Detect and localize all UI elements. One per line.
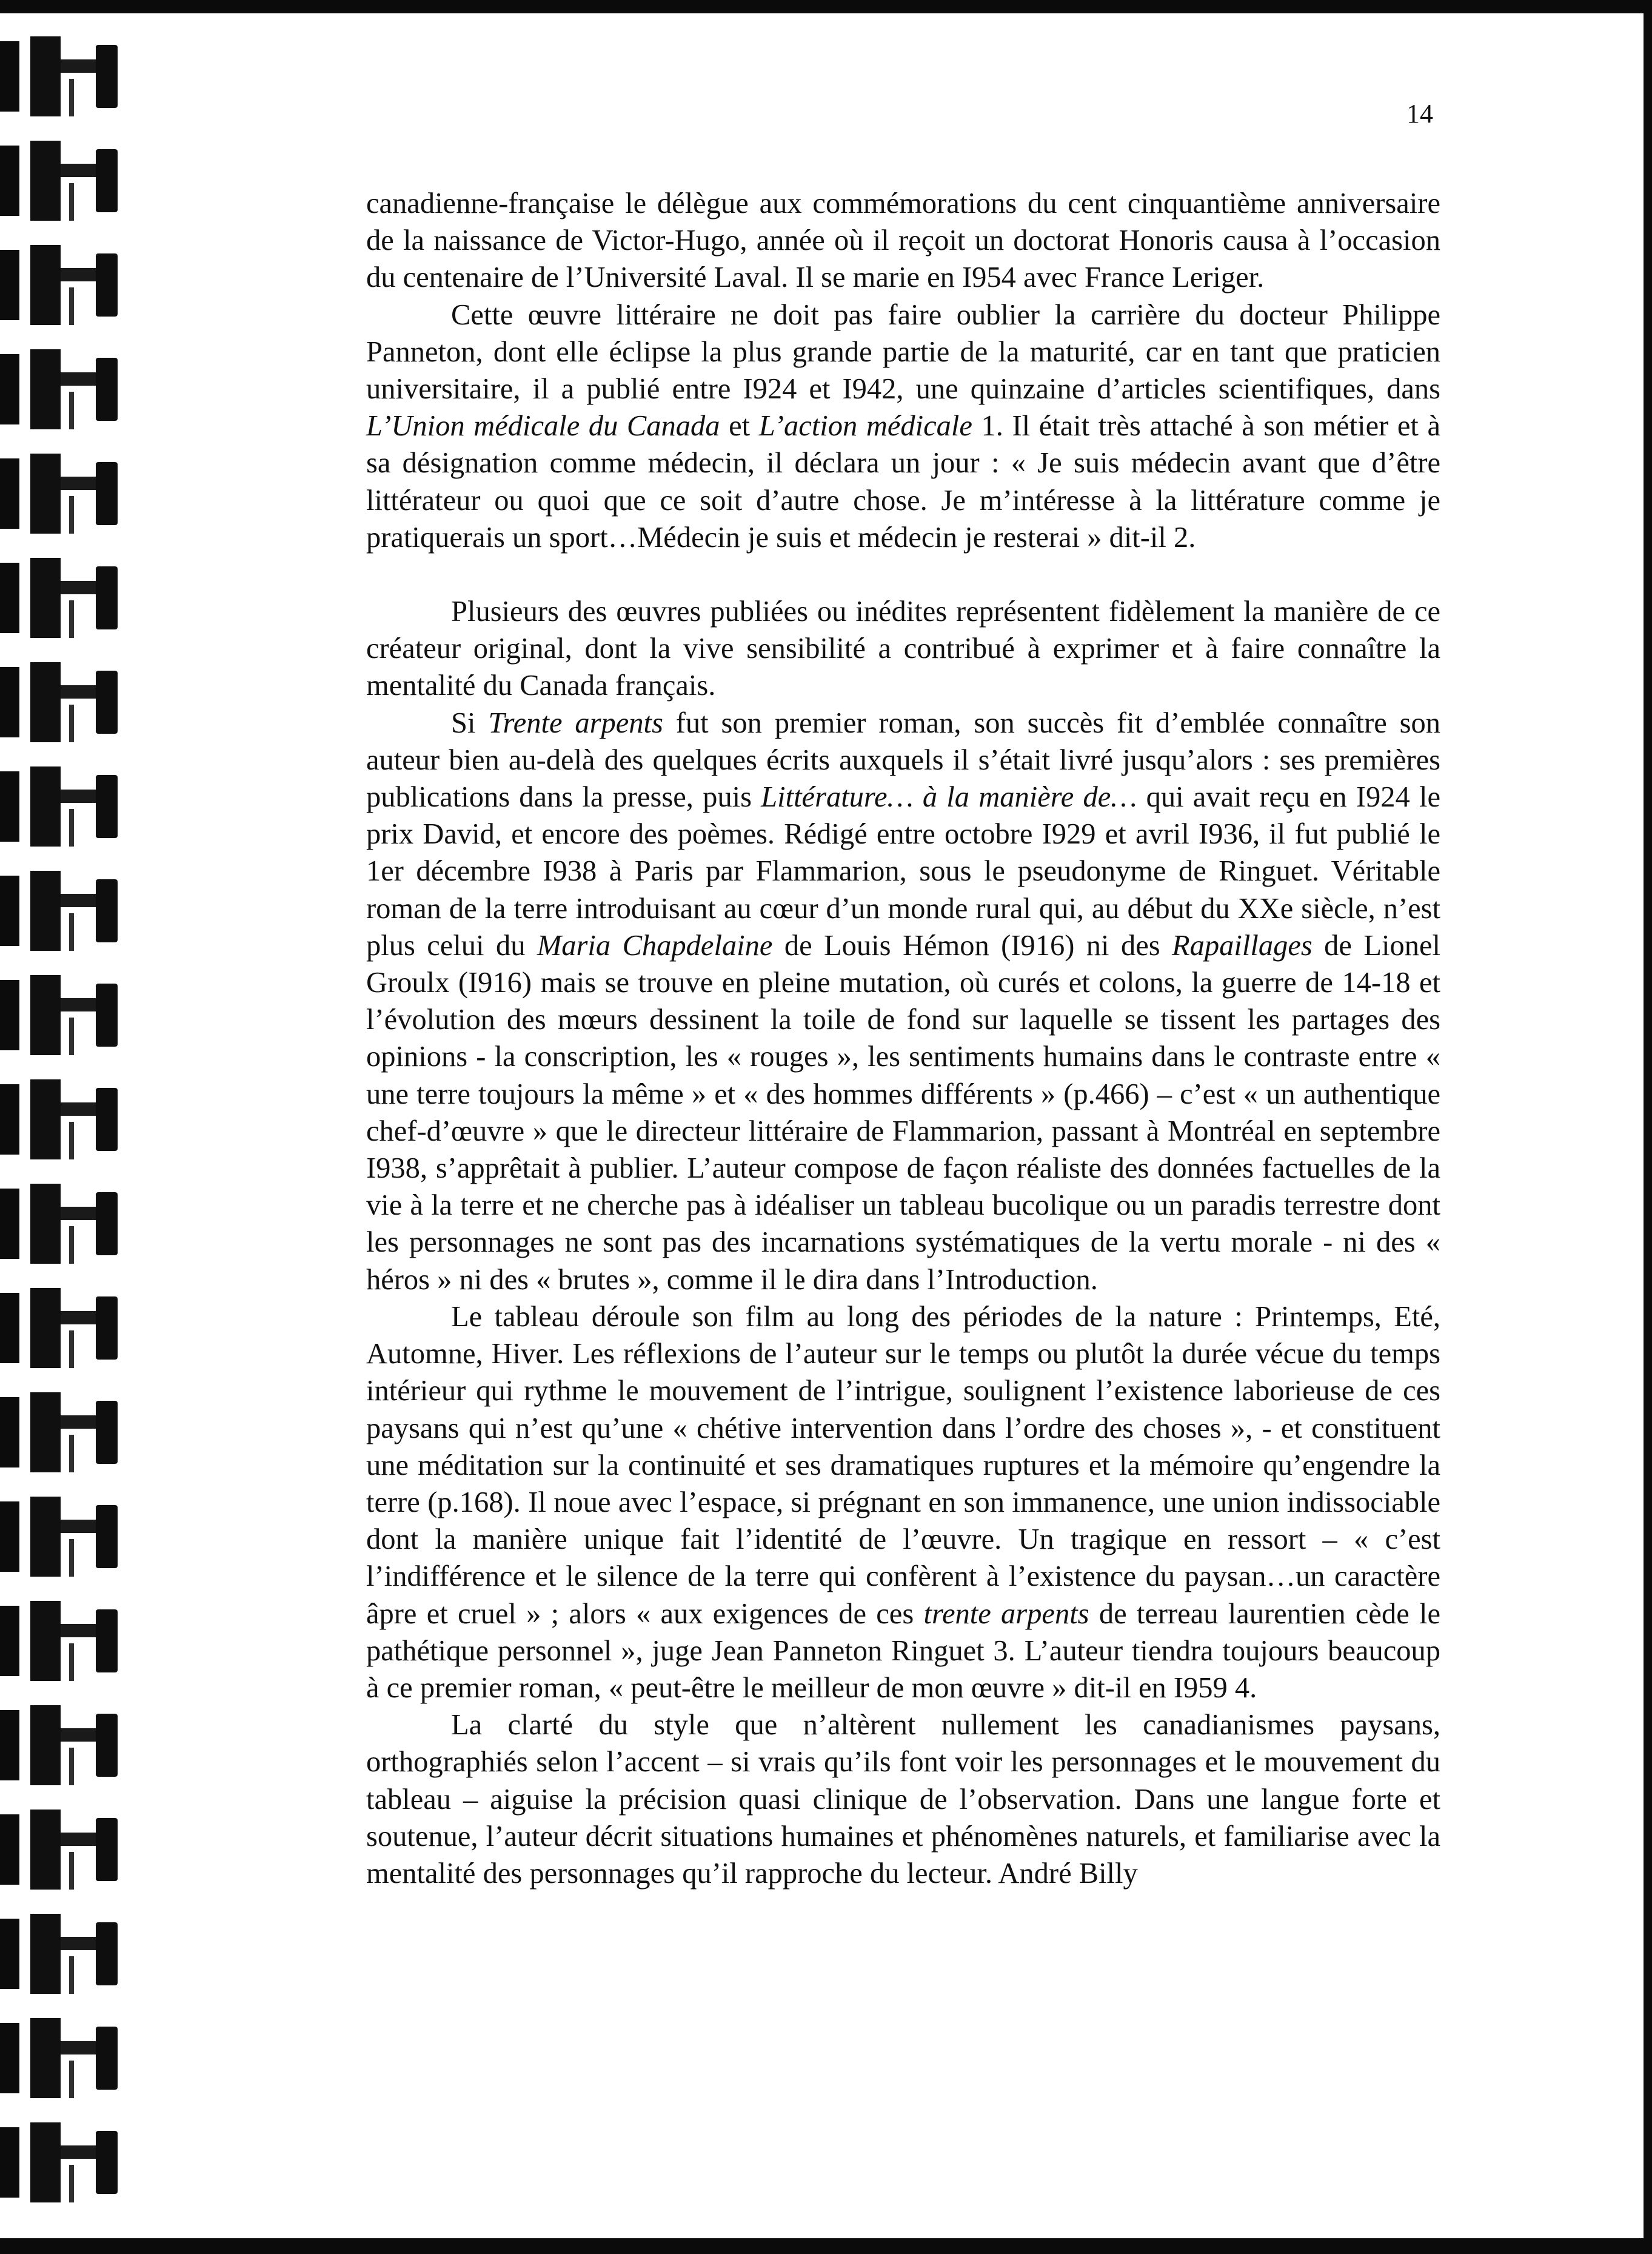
- paragraph: [366, 705, 1440, 1298]
- binding-ring: [0, 1810, 139, 1890]
- binding-ring: [0, 1914, 139, 1994]
- text-run: canadienne-française le délègue aux commémorations du cent cinquantième anniversaire de la naissance de Victor-Hugo, année où il reçoit un doctorat Honoris causa à l’occasion du centenaire de l’Université Laval. Il se marie en I954 avec France Leriger.: [366, 187, 1440, 294]
- text-run: de terreau laurentien cède le pathétique personnel », juge Jean Panneton Ringuet 3. L’auteur tiendra toujours beaucoup à ce premier roman, « peut-être le meilleur de mon œuvre » dit-il en I959 4.: [366, 1597, 1440, 1704]
- text-run: 1. Il était très attaché à son métier et à sa désignation comme médecin, il déclara un jour : « Je suis médecin avant que d’être littérateur ou quoi que ce soit d’autre chose. Je m’intéresse à la littérature comme je pratiquerais un sport…Médecin je suis et médecin je resterai » dit-il 2.: [366, 410, 1440, 554]
- binding-ring: [0, 871, 139, 951]
- binding-ring: [0, 2018, 139, 2098]
- scan-edge-right: [1644, 0, 1652, 2254]
- binding-ring: [0, 558, 139, 638]
- scan-edge-bottom: [0, 2238, 1652, 2254]
- spiral-binding: [0, 0, 139, 2254]
- binding-ring: [0, 1601, 139, 1681]
- binding-ring: [0, 2122, 139, 2202]
- binding-ring: [0, 141, 139, 221]
- text-run: Plusieurs des œuvres publiées ou inédites représentent fidèlement la manière de ce créateur original, dont la vive sensibilité a contribué à exprimer et à faire connaître la mentalité du Canada français.: [366, 595, 1440, 702]
- binding-ring: [0, 766, 139, 847]
- binding-ring: [0, 1392, 139, 1472]
- binding-ring: [0, 454, 139, 534]
- text-run: La clarté du style que n’altèrent nullement les canadianismes paysans, orthographiés selon l’accent – si vrais qu’ils font voir les personnages et le mouvement du tableau – aiguise la précision quasi clinique de l’observation. Dans une langue forte et soutenue, l’auteur décrit situations humaines et phénomènes naturels, et familiarise avec la mentalité des personnages qu’il rapproche du lecteur. André Billy: [366, 1709, 1440, 1890]
- binding-ring: [0, 36, 139, 116]
- italic-title: Maria Chapdelaine: [537, 929, 773, 962]
- paragraph: [366, 593, 1440, 705]
- binding-ring: [0, 1497, 139, 1577]
- text-run: de Louis Hémon (I916) ni des: [772, 929, 1172, 962]
- binding-ring: [0, 1079, 139, 1159]
- text-run: Si: [451, 706, 489, 739]
- italic-title: Littérature… à la manière de…: [761, 781, 1137, 814]
- text-run: qui avait reçu en I924 le prix David, et encore des poèmes. Rédigé entre octobre I929 et avril I936, il fut publié le 1er décembre I938 à Paris par Flammarion, sous le pseudonyme de Ringuet. Véritable roman de la terre introduisant au cœur d’un monde rural qui, au début du XXe siècle, n’est plus celui du: [366, 781, 1440, 962]
- binding-ring: [0, 975, 139, 1055]
- italic-title: Trente arpents: [488, 706, 663, 739]
- italic-title: L’action médicale: [758, 410, 972, 443]
- binding-ring: [0, 245, 139, 325]
- paragraph: [366, 1298, 1440, 1706]
- italic-title: L’Union médicale du Canada: [366, 410, 720, 443]
- body-text: [366, 185, 1440, 1892]
- italic-title: trente arpents: [923, 1597, 1089, 1630]
- binding-ring: [0, 662, 139, 742]
- paragraph: [366, 185, 1440, 297]
- text-run: Le tableau déroule son film au long des périodes de la nature : Printemps, Eté, Automne, Hiver. Les réflexions de l’auteur sur le temps ou plutôt la durée vécue du temps intérieur qui rythme le mouvement de l’intrigue, soulignent l’existence laborieuse de ces paysans qui n’est qu’une « chétive intervention dans l’ordre des choses », - et constituent une méditation sur la continuité et ses dramatiques ruptures et la mémoire qu’engendre la terre (p.168). Il noue avec l’espace, si prégnant en son immanence, une union indissociable dont la manière unique fait l’identité de l’œuvre. Un tragique en ressort – « c’est l’indifférence et le silence de la terre qui confèrent à l’existence du paysan…un caractère âpre et cruel » ; alors « aux exigences de ces: [366, 1300, 1440, 1630]
- paragraph: [366, 1706, 1440, 1892]
- text-run: et: [720, 410, 759, 443]
- text-run: de Lionel Groulx (I916) mais se trouve en pleine mutation, où curés et colons, la guerre de 14-18 et l’évolution des mœurs dessinent la toile de fond sur laquelle se tissent les partages des opinions - la conscription, les « rouges », les sentiments humains dans le contraste entre « une terre toujours la même » et « des hommes différents » (p.466) – c’est « un authentique chef-d’œuvre » que le directeur littéraire de Flammarion, passant à Montréal en septembre I938, s’apprêtait à publier. L’auteur compose de façon réaliste des données factuelles de la vie à la terre et ne cherche pas à idéaliser un tableau bucolique ou un paradis terrestre dont les personnages ne sont pas des incarnations systématiques de la vertu morale - ni des « héros » ni des « brutes », comme il le dira dans l’Introduction.: [366, 929, 1440, 1296]
- paragraph: [366, 297, 1440, 556]
- binding-ring: [0, 1184, 139, 1264]
- page-number: 14: [1406, 99, 1433, 129]
- scan-edge-top: [0, 0, 1652, 13]
- binding-ring: [0, 1705, 139, 1785]
- text-run: fut son premier roman, son succès fit d’emblée connaître son auteur bien au-delà des quelques écrits auxquels il s’était livré jusqu’alors : ses premières publications dans la presse, puis: [366, 706, 1440, 814]
- text-run: Cette œuvre littéraire ne doit pas faire oublier la carrière du docteur Philippe Panneton, dont elle éclipse la plus grande partie de la maturité, car en tant que praticien universitaire, il a publié entre I924 et I942, une quinzaine d’articles scientifiques, dans: [366, 298, 1440, 406]
- binding-ring: [0, 349, 139, 429]
- binding-ring: [0, 1288, 139, 1368]
- italic-title: Rapaillages: [1172, 929, 1313, 962]
